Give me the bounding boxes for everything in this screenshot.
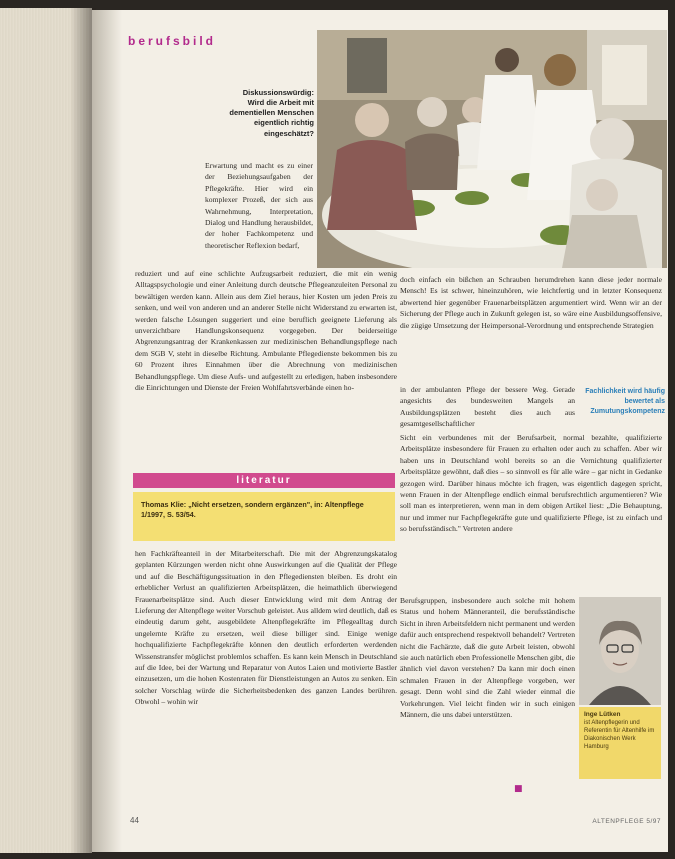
article-column-left-middle — [135, 268, 397, 393]
author-box — [579, 597, 661, 779]
pull-quote: Fachlichkeit wird häufig bewertet als Zumutungskompetenz — [585, 388, 665, 415]
article-end-mark: ■ — [514, 784, 523, 794]
author-portrait — [579, 597, 661, 705]
article-column-left-bottom — [135, 548, 397, 708]
article-column-right-bottom — [400, 595, 575, 720]
article-paragraph: Sicht ein verbundenes mit der Berufsarbeit, normal bezahlte, qualifizierte Arbeitsplätze insbesondere für Frauen zu erhalten oder auch zu schaffen. Aber wir haben uns in Deutschland wohl bereits so an die Vernichtung qualifizierter Arbeitsplätze gewöhnt, daß dies – so sinnvoll es für alle wäre – gar nicht in Gedanke gezogen wird. Darüber hinaus möchte ich fragen, was eigentlich dagegen spricht, wenn Frauen in der Altenpflege endlich einmal berufsrechtlich argumentieren? Wie soll man es interpretieren, wenn man in dem obigen Artikel liest: „Die Behauptung, nur und immer nur Fachpflegekräfte gute und qualifizierte Pflege, ist zu einfach und so berufsständisch." Vertreten andere — [400, 433, 662, 534]
literature-box — [133, 473, 395, 543]
author-caption — [579, 707, 661, 779]
section-label: berufsbild — [128, 34, 217, 48]
article-paragraph: doch einfach ein bißchen an Schrauben herumdrehen kann diese jeder normale Mensch! Es ist schwer, hineinzuhören, wie leichtfertig und in letzter Konsequenz abwertend hier gegenüber Frauenarbeitsplätzen argumentiert wird. Wenn wir an der Sicherung der Pflege auch in Zukunft gelegen ist, so wäre eine Ausbildungsoffensive, die zügige Umsetzung der Heimpersonal-Verordnung und entsprechende Strategien — [400, 275, 662, 330]
caption-text: Wird die Arbeit mit dementiellen Menschen eigentlich richtig eingeschätzt? — [229, 98, 314, 138]
literature-entry: Thomas Klie: „Nicht ersetzen, sondern ergänzen", in: Altenpflege 1/1997, S. 53/54. — [133, 492, 395, 541]
article-column-right-middle — [400, 432, 662, 535]
article-paragraph: reduziert und auf eine schlichte Aufzugsarbeit reduziert, die mit ein wenig Alltagspsychologie und einer Anleitung durch deutsche Pflegeanzuleiten Personal zu bewältigen werden kann. Allein aus dem Ziel heraus, hier Kosten um jeden Preis zu senken, und weil von anderen und an anderer Stelle nicht Widerstand zu erwarten ist, werden falsche Lösungen suggeriert und eine beruflich geeignete Lieferung als unverzichtbare Handlungskonsequenz vorgegeben. Der beiderseitige Abgrenzungsantrag der Krankenkassen zur medizinischen Behandlungspflege nach dem SGB V, steht in dieselbe Richtung. Ambulante Pflegedienste bekommen bis zu 60 Prozent ihres Einnahmen über die Abrechnung von medizinischen Behandlungspflege. Um diese Aufs- und aufgestellt zu erledigen, haben insbesondere die Einrichtungen und Dienste der Freien Wohlfahrtsverbände einen ho- — [135, 269, 397, 393]
literature-heading: literatur — [133, 473, 395, 488]
article-column-right-narrow — [400, 384, 575, 430]
photo-caption — [204, 88, 314, 139]
magazine-issue: ALTENPFLEGE 5/97 — [592, 818, 661, 825]
article-column-right-top — [400, 274, 662, 331]
article-paragraph: in der ambulanten Pflege der bessere Weg. Gerade angesichts des bundesweiten Mangels an Ausbildungsplätzen besteht dies auch aus gesamtgesellschaftlicher — [400, 385, 575, 429]
caption-title: Diskussionswürdig: — [242, 88, 314, 97]
care-home-photo — [317, 30, 667, 268]
page-number: 44 — [130, 816, 139, 825]
author-description: ist Altenpflegerin und Referentin für Altenhilfe im Diakonischen Werk Hamburg — [584, 720, 655, 750]
author-name: Inge Lütken — [584, 711, 621, 718]
article-paragraph: Erwartung und macht es zu einer der Beziehungsaufgaben der Pflegekräfte. Hier wird ein komplexer Prozeß, der sich aus Wahrnehmung, Interpretation, Dialog und Handlung herausbildet, der hoher Fachkompetenz und theoretischer Reflexion bedarf, — [205, 161, 313, 250]
article-paragraph: Berufsgruppen, insbesondere auch solche mit hohem Status und hohem Männeranteil, die berufsständische Sicht in ihren Arbeitsfeldern nicht permanent und werden dafür auch entsprechend respektvoll behandelt? Vertreten nicht die Fachärzte, daß die gute Arbeit leisten, obwohl sie auch natürlich eben Professionelle Menschen gibt, die ähnlich viel davon verstehen? Da kann mir doch einen schmalen Frauen in der Altenpflege vorgeben, wer gesagt. Denn wohl sind die Zahl wieder einmal die Vorkehrungen. Viel leicht finden wir in such einigen Männern, die uns dabei unterstützen. — [400, 596, 575, 720]
article-column-left-top — [205, 160, 313, 251]
article-paragraph: hen Fachkräfteanteil in der Mitarbeiterschaft. Die mit der Abgrenzungskatalog geplanten Kürzungen werden nicht ohne Auswirkungen auf die Qualität der Pflege und auf die Beschäftigungssituation in den Pflegediensten bleiben. Es droht ein erheblicher Verlust an qualifizierten Arbeitsplätzen, die heimathlich überwiegend Frauenarbeitsplätze sind. Auch dieser Entwicklung wird mit dem Antrag der Lieferung der Altenpflege weiter Vorschub geleistet. Aus alldem wird deutlich, daß es eindeutig darum geht, ausgebildete Altenpflegekräfte im Pflegealltag durch ungelernte Kräfte zu ersetzen, weil diese billiger sind. Einige wenige hochqualifizierte Fachpflegekräfte können den deutlich erforderten werdenden Wissenstransfer möglichst problemlos schaffen. Es kann kein Mensch in Deutschland auf die Idee, bei der Wartung und Reparatur von Autos Laien und motivierte Bastler einzusetzen, um die hohen Kostenraten für Dienstleistungen an Autos zu senken. Ein solcher Vorschlag würde die Sicherheitsbedenken des ganzen Landes berühren. Obwohl – wohin wir — [135, 549, 397, 707]
